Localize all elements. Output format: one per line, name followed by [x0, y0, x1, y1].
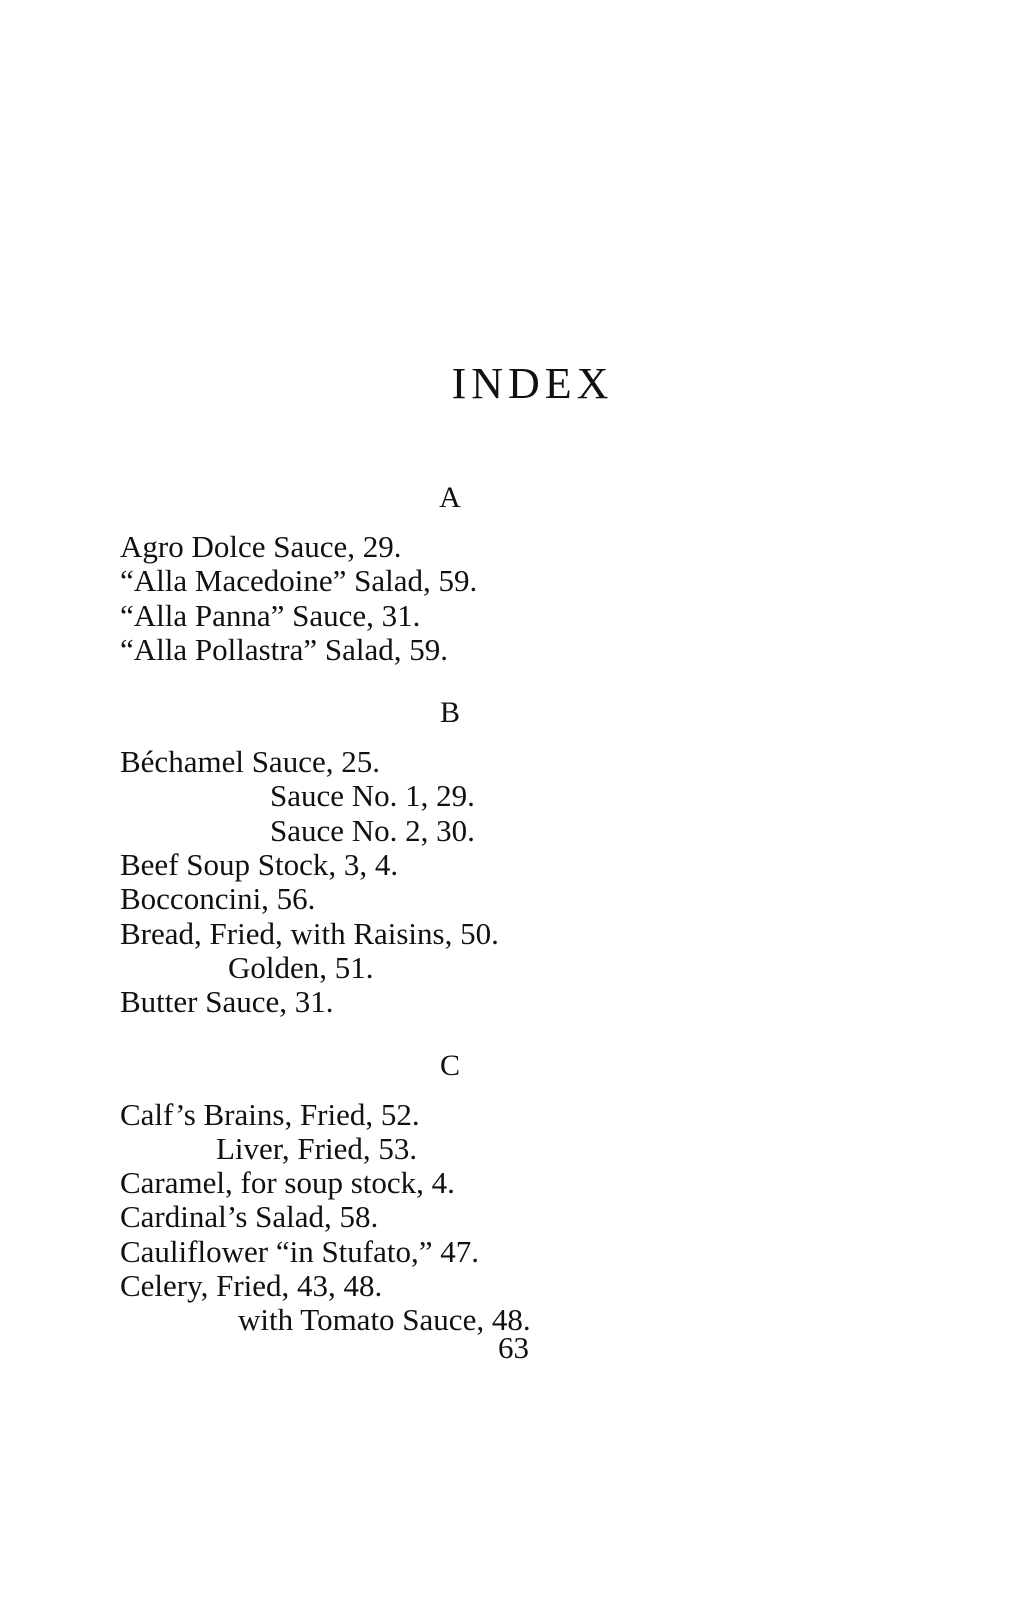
index-subentry: Sauce No. 2, 30.: [270, 812, 475, 848]
page-title: INDEX: [451, 359, 614, 408]
section-letter-c: C: [439, 1048, 460, 1082]
index-section-a: [120, 478, 660, 667]
index-subentry: with Tomato Sauce, 48.: [238, 1302, 531, 1338]
page-number: 63: [498, 1330, 529, 1365]
index-entry: Calf’s Brains, Fried, 52.: [120, 1096, 420, 1132]
index-entry: Béchamel Sauce, 25.: [120, 744, 380, 780]
index-entry: “Alla Pollastra” Salad, 59.: [120, 631, 448, 667]
index-entry: Cauliflower “in Stufato,” 47.: [120, 1233, 479, 1269]
index-entry: Agro Dolce Sauce, 29.: [120, 529, 402, 564]
index-entry: “Alla Macedoine” Salad, 59.: [120, 563, 478, 599]
index-entry: Bocconcini, 56.: [120, 881, 316, 917]
index-subentry: Sauce No. 1, 29.: [270, 778, 475, 814]
index-body: [120, 478, 660, 1338]
section-gap: [120, 667, 660, 693]
section-letter-a: A: [439, 481, 461, 514]
index-entry: Butter Sauce, 31.: [120, 984, 334, 1020]
section-letter-b: B: [439, 696, 460, 730]
index-section-c: [120, 1046, 660, 1338]
index-entry: Celery, Fried, 43, 48.: [120, 1268, 383, 1304]
index-subentry: Golden, 51.: [228, 949, 374, 985]
index-entry: Bread, Fried, with Raisins, 50.: [120, 915, 499, 951]
index-entry: Beef Soup Stock, 3, 4.: [120, 847, 399, 883]
index-entry: “Alla Panna” Sauce, 31.: [120, 597, 421, 633]
index-entry: Cardinal’s Salad, 58.: [120, 1199, 379, 1235]
index-section-b: [120, 693, 660, 1019]
index-subentry: Liver, Fried, 53.: [216, 1130, 418, 1166]
section-gap: [120, 1020, 660, 1046]
index-entry: Caramel, for soup stock, 4.: [120, 1165, 455, 1201]
